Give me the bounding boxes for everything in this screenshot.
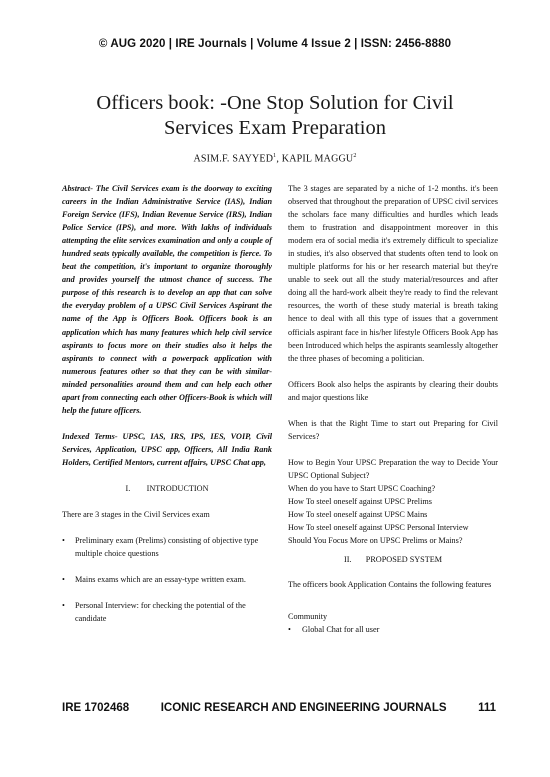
body-paragraph: The 3 stages are separated by a niche of 1-2 months. it's been observed that throughout the preparation of UPSC civil services the scholars face many difficulties and hurdles which leads them to frustration and disappointment moreover in this modern era of social media it's extremely difficult to specialize in studies, it's also observed that students often tend to look on multiple platforms for his or her research material but they're unable to seek out all the study material/resources and after doing all the hard-work albeit they're ready to find the relevant resources, the worth of these study material is breath taking hence to deal with all this type of issues that a government officials aspirant face in his/her lifestyle Officers Book App has been Introduced which helps the aspirants seamlessly altogether the three phases of becoming a politician.	[288, 184, 498, 363]
body-paragraph: When is that the Right Time to start out Preparing for Civil Services?	[288, 418, 498, 441]
author-2-affiliation: 2	[353, 153, 357, 159]
question-line: When do you have to Start UPSC Coaching?	[288, 483, 436, 493]
footer-id: IRE 1702468	[62, 702, 130, 714]
question-line: Should You Focus More on UPSC Prelims or Mains?	[288, 536, 463, 546]
list-item	[62, 573, 272, 586]
question-line: How to Begin Your UPSC Preparation the way to Decide Your UPSC Optional Subject?	[288, 457, 498, 480]
list-item-text: Global Chat for all user	[302, 625, 380, 635]
left-column	[62, 182, 272, 625]
question-line: How To steel oneself against UPSC Mains	[288, 510, 428, 520]
footer-journal-name: ICONIC RESEARCH AND ENGINEERING JOURNALS	[160, 702, 447, 714]
journal-header: © AUG 2020 | IRE Journals | Volume 4 Issue 2 | ISSN: 2456-8880	[98, 38, 452, 50]
question-line: How To steel oneself against UPSC Prelims	[288, 496, 432, 506]
proposed-system-heading: II. PROPOSED SYSTEM	[343, 555, 443, 565]
list-item-text: Preliminary exam (Prelims) consisting of objective type multiple choice questions	[75, 536, 259, 559]
journal-footer	[62, 702, 496, 714]
question-line: How To steel oneself against UPSC Personal Interview	[288, 523, 469, 533]
introduction-text: There are 3 stages in the Civil Services exam	[62, 510, 210, 520]
stages-list	[62, 534, 272, 625]
author-separator: ,	[276, 153, 282, 165]
index-terms: Indexed Terms- UPSC, IAS, IRS, IPS, IES, VOIP, Civil Services, Application, UPSC app, Officers, All India Rank Holders, Certified Mentors, current affairs, UPSC Chat app,	[62, 431, 272, 467]
author-1: ASIM.F. SAYYED	[193, 153, 274, 165]
bullet-icon: •	[62, 536, 65, 546]
bullet-icon: •	[288, 625, 291, 635]
author-2: KAPIL MAGGU	[281, 153, 354, 165]
community-label: Community	[288, 612, 328, 622]
introduction-heading: I. INTRODUCTION	[125, 483, 209, 493]
list-item-text: Personal Interview: for checking the potential of the candidate	[75, 601, 246, 624]
paper-title: Officers book: -One Stop Solution for Civil Services Exam Preparation	[96, 92, 454, 139]
authors-line	[0, 153, 550, 164]
right-column	[288, 182, 498, 636]
community-list	[288, 623, 498, 636]
page-number: 111	[478, 702, 496, 714]
body-paragraph: Officers Book also helps the aspirants by clearing their doubts and major questions like	[288, 379, 498, 402]
list-item	[62, 534, 272, 560]
body-paragraph: The officers book Application Contains the following features	[288, 580, 492, 590]
list-item-text: Mains exams which are an essay-type written exam.	[75, 575, 246, 585]
abstract: Abstract- The Civil Services exam is the doorway to exciting careers in the Indian Administrative Service (IAS), Indian Foreign Service (IFS), Indian Revenue Service (IRS), Indian Police Service (IPS), and more. With lakhs of individuals attempting the elite services examination and only a couple of hundred seats typically available, the competition is fierce. To beat the competition, it's important to organize thoroughly and provides yourself the utmost chance of success. The purpose of this research is to develop an app that can solve the everyday problem of a UPSC Civil Services Aspirant the name of the App is Officers Book. Officers book is an application which has many features which help civil service aspirants to focus more on their studies also it helps the aspirants to connect with a powerpack application with numerous features other so that they can be with similar-minded personalities around them and can help each other apart from connecting each other Officers-Book is which will help the future officers.	[62, 184, 272, 415]
author-1-affiliation: 1	[273, 153, 277, 159]
list-item	[62, 599, 272, 625]
list-item	[288, 623, 498, 636]
bullet-icon: •	[62, 601, 65, 611]
bullet-icon: •	[62, 575, 65, 585]
